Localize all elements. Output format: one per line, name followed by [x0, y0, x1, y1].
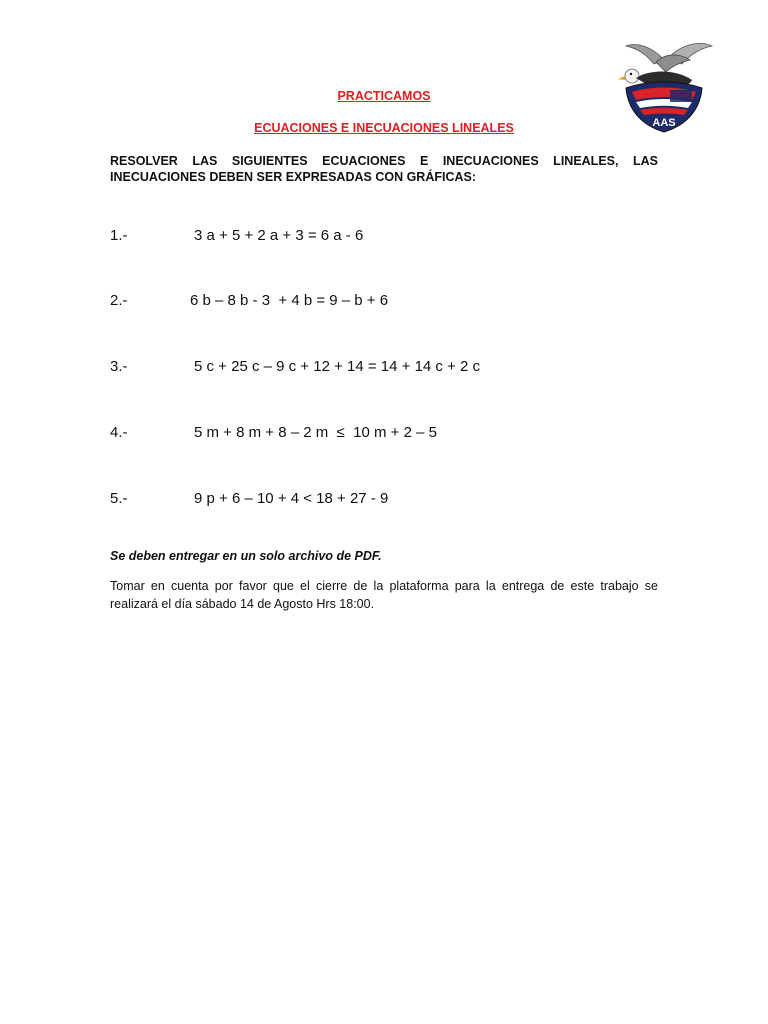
exercise-number: 5.- [110, 490, 128, 507]
exercise-number: 2.- [110, 292, 128, 309]
exercise-item [110, 488, 670, 510]
exercise-expression: 5 c + 25 c – 9 c + 12 + 14 = 14 + 14 c + 2 c [194, 358, 481, 375]
exercise-expression: 9 p + 6 – 10 + 4 < 18 + 27 - 9 [194, 490, 389, 507]
instructions-text: RESOLVER LAS SIGUIENTES ECUACIONES E INECUACIONES LINEALES, LAS INECUACIONES DEBEN SER EXPRESADAS CON GRÁFICAS: [110, 154, 658, 184]
logo-text: AAS [652, 117, 676, 129]
exercise-expression: 5 m + 8 m + 8 – 2 m ≤ 10 m + 2 – 5 [194, 424, 437, 441]
deadline-paragraph: Tomar en cuenta por favor que el cierre de la plataforma para la entrega de este trabajo se realizará el día sábado 14 de Agosto Hrs 18:00. [110, 579, 658, 611]
page-title: PRACTICAMOS [337, 89, 431, 103]
exercise-item [110, 422, 670, 444]
exercise-number: 1.- [110, 227, 128, 244]
exercise-number: 4.- [110, 424, 128, 441]
exercise-expression: 3 a + 5 + 2 a + 3 = 6 a - 6 [194, 227, 364, 244]
exercise-number: 3.- [110, 358, 128, 375]
submission-note: Se deben entregar en un solo archivo de PDF. [110, 549, 382, 563]
exercise-expression: 6 b – 8 b - 3 + 4 b = 9 – b + 6 [190, 292, 389, 309]
exercise-item [110, 356, 670, 378]
page-subtitle: ECUACIONES E INECUACIONES LINEALES [254, 121, 514, 135]
exercise-item [110, 290, 670, 312]
exercise-item [110, 225, 670, 247]
